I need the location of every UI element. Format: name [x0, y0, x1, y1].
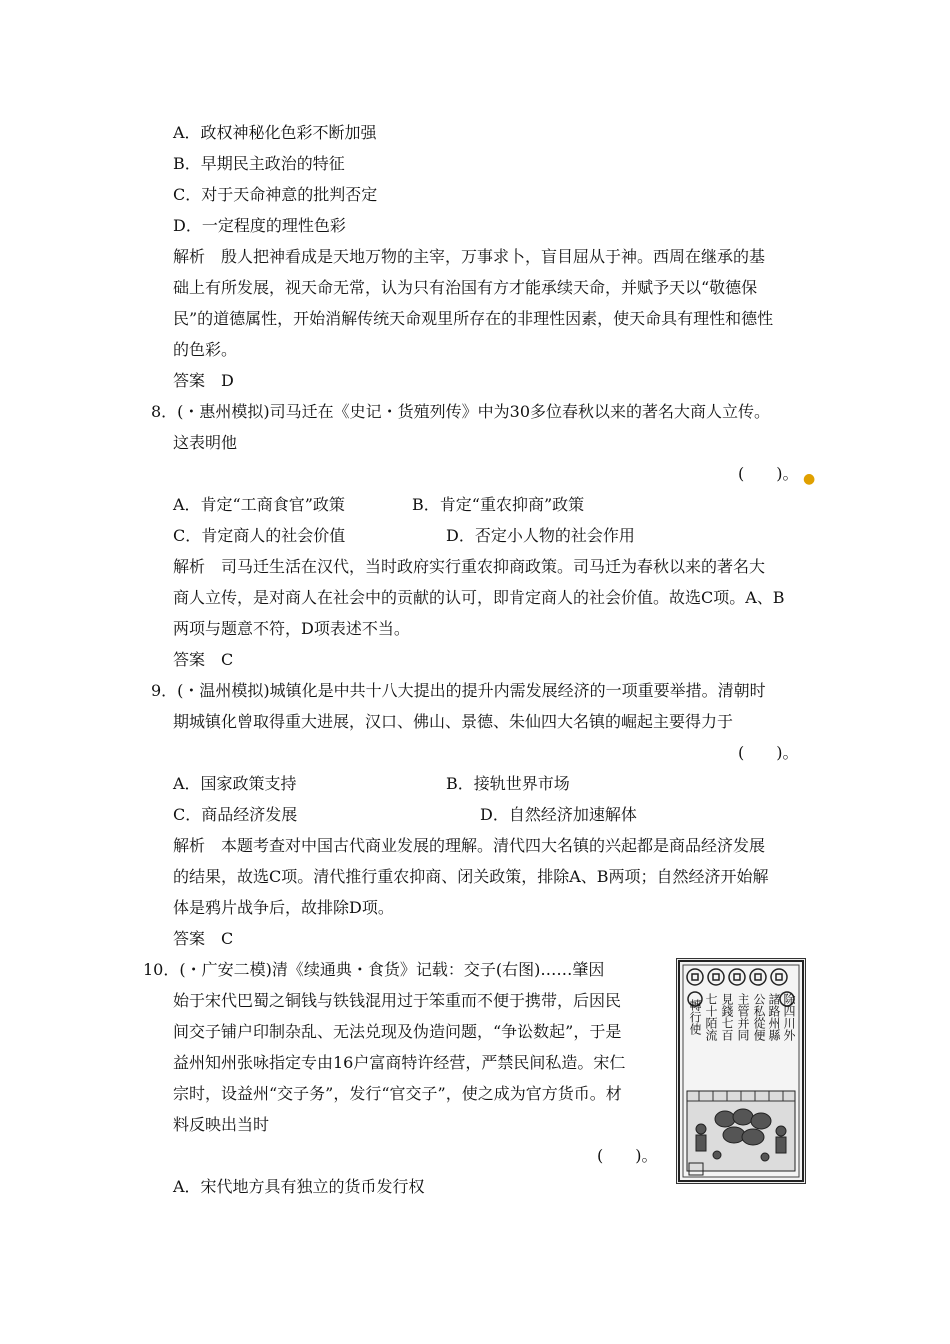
jiaozi-text-column: 見錢七百	[720, 993, 734, 1041]
q10-answer-blank: ( )。	[597, 1146, 658, 1165]
q9-analysis-line: 的结果，故选C项。清代推行重农抑商、闭关政策，排除A、B两项；自然经济开始解	[173, 867, 769, 886]
q9-analysis-line: 体是鸦片战争后，故排除D项。	[173, 898, 394, 917]
q9-stem-line: 9．(・温州模拟)城镇化是中共十八大提出的提升内需发展经济的一项重要举措。清朝时	[151, 681, 766, 700]
q10-stem-line: 宗时，设益州“交子务”，发行“官交子”，使之成为官方货币。材	[173, 1084, 622, 1103]
q9-stem-line: 期城镇化曾取得重大进展，汉口、佛山、景德、朱仙四大名镇的崛起主要得力于	[173, 712, 734, 731]
q8-analysis-line: 商人立传，是对商人在社会中的贡献的认可，即肯定商人的社会价值。故选C项。A、B	[173, 588, 785, 607]
q9-option-d: D．自然经济加速解体	[480, 805, 637, 824]
q7-option-b: B．早期民主政治的特征	[173, 154, 345, 173]
q9-option-a: A．国家政策支持	[173, 774, 297, 793]
jiaozi-text-column: 公私從便	[752, 993, 766, 1041]
q9-answer-blank: ( )。	[738, 743, 799, 762]
q7-analysis-line: 础上有所发展，视天命无常，认为只有治国有方才能承续天命，并赋予天以“敬德保	[173, 278, 758, 297]
jiaozi-banknote-image	[676, 958, 806, 1184]
q10-stem-line: 10．(・广安二模)清《续通典・食货》记载：交子(右图)……肇因	[143, 960, 605, 979]
jiaozi-text-column: 除四川外	[782, 993, 796, 1041]
jiaozi-text-column: 諸路州縣	[767, 993, 781, 1041]
q8-stem-line: 8．(・惠州模拟)司马迁在《史记・货殖列传》中为30多位春秋以来的著名大商人立传。	[151, 402, 771, 421]
q10-stem-line: 间交子铺户印制杂乱、无法兑现及伪造问题，“争讼数起”，于是	[173, 1022, 622, 1041]
jiaozi-illustration	[677, 959, 805, 1183]
q7-option-d: D．一定程度的理性色彩	[173, 216, 346, 235]
q9-option-b: B．接轨世界市场	[446, 774, 570, 793]
q7-option-a: A．政权神秘化色彩不断加强	[173, 123, 377, 142]
q10-stem-line: 益州知州张咏指定专由16户富商特许经营，严禁民间私造。宋仁	[173, 1053, 626, 1072]
jiaozi-text-column: 七十陌流	[704, 993, 718, 1041]
q10-stem-line: 始于宋代巴蜀之铜钱与铁钱混用过于笨重而不便于携带，后因民	[173, 991, 622, 1010]
q8-analysis-line: 两项与题意不符，D项表述不当。	[173, 619, 410, 638]
jiaozi-text-column: 轉行使	[688, 999, 702, 1035]
q8-answer-blank: ( )。	[738, 464, 799, 483]
q8-option-a: A．肯定“工商食官”政策	[173, 495, 345, 514]
q10-option-a: A．宋代地方具有独立的货币发行权	[173, 1177, 425, 1196]
q8-option-d: D．否定小人物的社会作用	[446, 526, 635, 545]
jiaozi-text-column: 主管并同	[736, 993, 750, 1041]
q8-answer: 答案 C	[173, 650, 234, 669]
q9-option-c: C．商品经济发展	[173, 805, 298, 824]
q10-stem-line: 料反映出当时	[173, 1115, 270, 1134]
q8-stem-line: 这表明他	[173, 433, 238, 452]
q7-analysis-line: 解析 殷人把神看成是天地万物的主宰，万事求卜，盲目屈从于神。西周在继承的基	[173, 247, 766, 266]
q9-analysis-line: 解析 本题考查对中国古代商业发展的理解。清代四大名镇的兴起都是商品经济发展	[173, 836, 766, 855]
q7-analysis-line: 民”的道德属性，开始消解传统天命观里所存在的非理性因素，使天命具有理性和德性	[173, 309, 774, 328]
q7-answer: 答案 D	[173, 371, 234, 390]
q8-option-b: B．肯定“重农抑商”政策	[412, 495, 585, 514]
q7-analysis-line: 的色彩。	[173, 340, 238, 359]
q7-option-c: C．对于天命神意的批判否定	[173, 185, 378, 204]
q8-option-c: C．肯定商人的社会价值	[173, 526, 346, 545]
decorative-dot: ●	[803, 471, 816, 487]
q9-answer: 答案 C	[173, 929, 234, 948]
q8-analysis-line: 解析 司马迁生活在汉代，当时政府实行重农抑商政策。司马迁为春秋以来的著名大	[173, 557, 766, 576]
